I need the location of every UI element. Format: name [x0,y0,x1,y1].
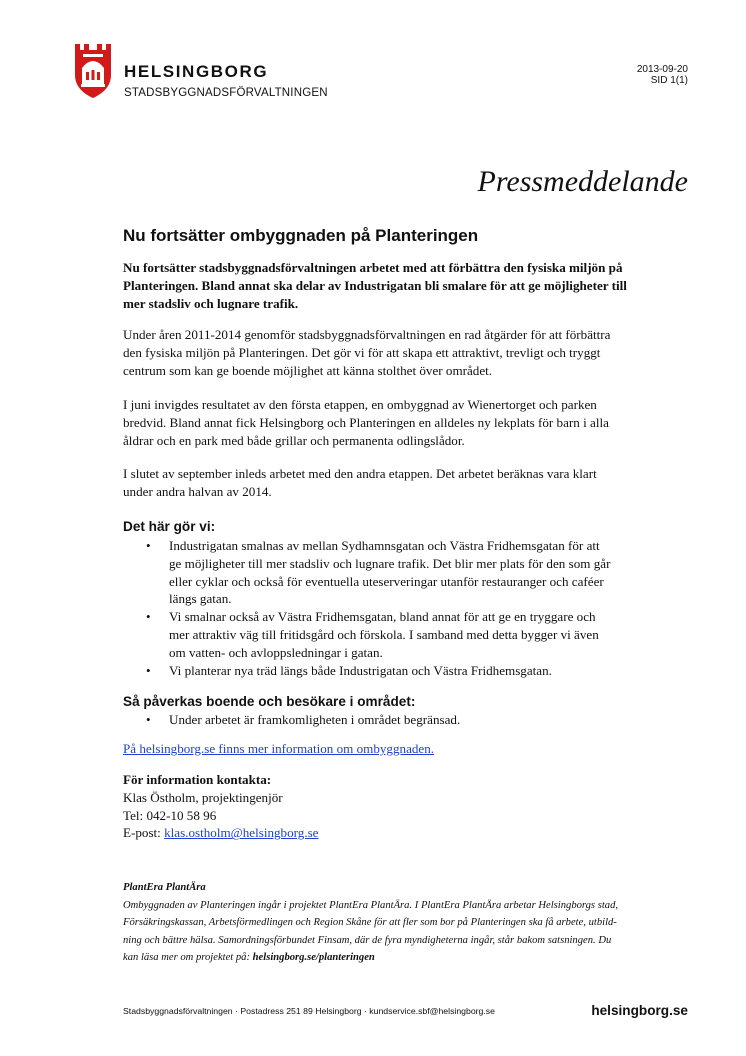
text-line: I slutet av september inleds arbetet med den andra etappen. Det arbetet beräknas vara klart [123,466,597,481]
footer-address: Stadsbyggnadsförvaltningen · Postadress 251 89 Helsingborg · kundservice.sbf@helsingborg.se [123,1006,495,1016]
text-line [123,949,683,967]
text-line: eller cyklar och också för eventuella uteserveringar utanför restauranger och caféer [169,573,604,589]
text-line: åldrar och en park med både grillar och permanenta odlingslådor. [123,432,465,448]
text-line: under andra halvan av 2014. [123,483,272,499]
text-line: mer stadsliv och lugnare trafik. [123,295,299,311]
text-line: ge möjligheter till mer stadsliv och lugnare trafik. Det blir mer plats för den som går [169,555,611,571]
bullet-icon: • [146,609,151,625]
text-line: I juni invigdes resultatet av den första etappen, en ombyggnad av Wienertorget och parken [123,397,597,412]
text-line: Industrigatan smalnas av mellan Sydhamnsgatan och Västra Fridhemsgatan för att [169,538,600,553]
lead-paragraph [123,259,643,312]
document-type-title: Pressmeddelande [477,165,688,198]
text-line: Vi planterar nya träd längs både Industrigatan och Västra Fridhemsgatan. [169,662,552,678]
bullet-icon: • [146,662,151,678]
contact-email-line [123,824,319,842]
email-link[interactable]: klas.ostholm@helsingborg.se [164,825,319,841]
body-paragraph [123,396,643,449]
text-line: mer attraktiv väg till fritidsgård och förskola. I samband med detta bygger vi även [169,626,599,642]
organization-name: HELSINGBORG [124,62,269,81]
contact-phone: Tel: 042-10 58 96 [123,807,217,823]
footer-site[interactable]: helsingborg.se [591,1003,688,1018]
section-heading-actions: Det här gör vi: [123,519,216,534]
document-date: 2013-09-20 [636,64,688,75]
text-line: Under åren 2011-2014 genomför stadsbyggnadsförvaltningen en rad åtgärder för att förbättra [123,327,611,342]
plantera-link[interactable]: helsingborg.se/planteringen [252,952,375,964]
text-line: ning och bättre hälsa. Samordningsförbundet Finsam, där de fyra myndigheterna ingår, står bakom satsningen. Du [123,934,612,946]
text-line: längs gatan. [169,591,232,607]
document-meta [637,64,688,86]
text-line: Vi smalnar också av Västra Fridhemsgatan, bland annat för att ge en tryggare och [169,609,596,625]
body-paragraph [123,465,643,501]
bullet-icon: • [146,712,151,727]
helsingborg-crest-icon [74,44,112,98]
contact-name: Klas Östholm, projektingenjör [123,789,283,805]
text-line: Planteringen. Bland annat ska delar av Industrigatan bli smalare för att ge möjligheter till [123,277,627,293]
page-number: SID 1(1) [650,75,688,86]
actions-bullet-list [123,537,663,679]
text-line: bredvid. Bland annat fick Helsingborg och Planteringen en alldeles ny lekplats för barn i alla [123,414,609,430]
text-line: Nu fortsätter stadsbyggnadsförvaltningen arbetet med att förbättra den fysiska miljön på [123,260,623,275]
list-item [123,537,663,608]
impact-bullet-list [123,711,663,729]
text-line: Ombyggnaden av Planteringen ingår i projektet PlantEra PlantÄra. I PlantEra PlantÄra arbetar Helsingborgs stad, [123,899,619,911]
text-line: centrum som kan ge boende möjlighet att känna stolthet över området. [123,362,493,378]
plantera-title: PlantEra PlantÄra [123,882,206,893]
email-label: E-post: [123,825,165,841]
department-name: STADSBYGGNADSFÖRVALTNINGEN [124,87,328,99]
text-line: den fysiska miljön på Planteringen. Det gör vi för att skapa ett attraktivt, trevligt och tryggt [123,344,601,360]
text-line: om vatten- och avloppsledningar i gatan. [169,644,383,660]
text-line: Under arbetet är framkomligheten i området begränsad. [169,712,461,727]
more-info-link[interactable]: På helsingborg.se finns mer information om ombyggnaden. [123,741,435,756]
section-heading-impact: Så påverkas boende och besökare i området: [123,694,416,709]
list-item [123,711,663,729]
text-line: Försäkringskassan, Arbetsförmedlingen och Region Skåne för att fler som bor på Planteringen ska få arbete, utbild- [123,917,617,929]
bullet-icon: • [146,538,151,553]
plantera-link-prefix: kan läsa mer om projektet på: [123,952,253,964]
press-release-headline: Nu fortsätter ombyggnaden på Planteringen [123,226,479,245]
plantera-info [123,879,683,967]
contact-block [123,771,319,842]
contact-heading: För information kontakta: [123,772,272,787]
list-item [123,662,663,680]
list-item [123,608,663,661]
body-paragraph [123,326,643,379]
